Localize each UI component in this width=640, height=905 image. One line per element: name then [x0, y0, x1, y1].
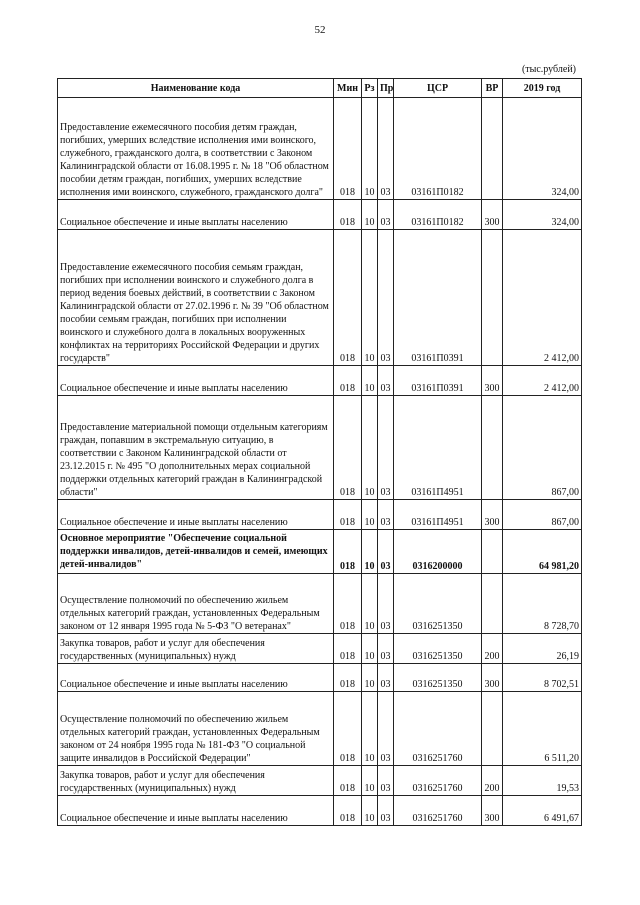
row-csr: 0316251760 — [394, 692, 482, 766]
row-vr: 200 — [482, 766, 503, 796]
row-min: 018 — [334, 766, 362, 796]
budget-table — [57, 78, 582, 826]
row-name: Закупка товаров, работ и услуг для обеспечения государственных (муниципальных) нужд — [58, 766, 334, 796]
table-row — [58, 98, 582, 200]
row-amount: 8 728,70 — [503, 574, 582, 634]
row-csr: 0316251760 — [394, 766, 482, 796]
row-vr: 200 — [482, 634, 503, 664]
row-name: Основное мероприятие "Обеспечение социальной поддержки инвалидов, детей-инвалидов и семей, имеющих детей-инвалидов" — [58, 530, 334, 574]
table-row — [58, 692, 582, 766]
row-name: Осуществление полномочий по обеспечению жильем отдельных категорий граждан, установленных Федеральным законом от 24 ноября 1995 года № 181-ФЗ "О социальной защите инвалидов в Российской Федерации" — [58, 692, 334, 766]
row-csr: 0316251760 — [394, 796, 482, 826]
row-min: 018 — [334, 366, 362, 396]
row-name: Социальное обеспечение и иные выплаты населению — [58, 796, 334, 826]
row-rz: 10 — [362, 692, 378, 766]
row-vr: 300 — [482, 500, 503, 530]
header-vr: ВР — [482, 79, 503, 98]
header-rz: Рз — [362, 79, 378, 98]
row-rz: 10 — [362, 366, 378, 396]
row-amount: 19,53 — [503, 766, 582, 796]
table-row — [58, 664, 582, 692]
row-name: Социальное обеспечение и иные выплаты населению — [58, 200, 334, 230]
table-row — [58, 500, 582, 530]
row-pr: 03 — [378, 200, 394, 230]
row-pr: 03 — [378, 766, 394, 796]
row-rz: 10 — [362, 634, 378, 664]
table-row — [58, 796, 582, 826]
table-row — [58, 766, 582, 796]
row-csr: 0316200000 — [394, 530, 482, 574]
header-min: Мин — [334, 79, 362, 98]
row-name: Социальное обеспечение и иные выплаты населению — [58, 664, 334, 692]
table-row — [58, 230, 582, 366]
row-rz: 10 — [362, 664, 378, 692]
row-vr — [482, 98, 503, 200]
row-csr: 03161П0391 — [394, 230, 482, 366]
row-rz: 10 — [362, 396, 378, 500]
row-pr: 03 — [378, 574, 394, 634]
row-csr: 03161П4951 — [394, 500, 482, 530]
row-csr: 03161П0182 — [394, 98, 482, 200]
row-min: 018 — [334, 98, 362, 200]
row-vr: 300 — [482, 366, 503, 396]
row-pr: 03 — [378, 98, 394, 200]
row-amount: 64 981,20 — [503, 530, 582, 574]
row-name: Осуществление полномочий по обеспечению жильем отдельных категорий граждан, установленных Федеральным законом от 12 января 1995 года № 5-ФЗ "О ветеранах" — [58, 574, 334, 634]
row-amount: 6 511,20 — [503, 692, 582, 766]
row-min: 018 — [334, 664, 362, 692]
row-min: 018 — [334, 634, 362, 664]
table-row — [58, 366, 582, 396]
row-min: 018 — [334, 500, 362, 530]
table-row — [58, 396, 582, 500]
row-vr: 300 — [482, 200, 503, 230]
row-pr: 03 — [378, 664, 394, 692]
row-min: 018 — [334, 692, 362, 766]
table-row-bold — [58, 530, 582, 574]
row-name: Социальное обеспечение и иные выплаты населению — [58, 500, 334, 530]
header-csr: ЦСР — [394, 79, 482, 98]
table-header-row — [58, 79, 582, 98]
row-pr: 03 — [378, 796, 394, 826]
row-amount: 26,19 — [503, 634, 582, 664]
row-min: 018 — [334, 230, 362, 366]
row-csr: 03161П0182 — [394, 200, 482, 230]
row-name: Предоставление материальной помощи отдельным категориям граждан, попавшим в экстремальную ситуацию, в соответствии с Законом Калининградской области от 23.12.2015 г. № 495 "О дополнительных мерах социальной поддержки отдельных категорий граждан в Калининградской области" — [58, 396, 334, 500]
row-min: 018 — [334, 396, 362, 500]
row-csr: 03161П4951 — [394, 396, 482, 500]
row-rz: 10 — [362, 796, 378, 826]
row-rz: 10 — [362, 530, 378, 574]
row-min: 018 — [334, 200, 362, 230]
row-vr — [482, 530, 503, 574]
row-amount: 324,00 — [503, 98, 582, 200]
header-pr: Пр — [378, 79, 394, 98]
header-name: Наименование кода — [58, 79, 334, 98]
table-row — [58, 634, 582, 664]
row-rz: 10 — [362, 574, 378, 634]
table-row — [58, 574, 582, 634]
row-pr: 03 — [378, 530, 394, 574]
row-min: 018 — [334, 530, 362, 574]
row-pr: 03 — [378, 396, 394, 500]
row-amount: 867,00 — [503, 500, 582, 530]
row-rz: 10 — [362, 766, 378, 796]
row-name: Социальное обеспечение и иные выплаты населению — [58, 366, 334, 396]
row-vr — [482, 396, 503, 500]
row-min: 018 — [334, 574, 362, 634]
row-vr — [482, 692, 503, 766]
page-number: 52 — [314, 24, 326, 36]
row-rz: 10 — [362, 98, 378, 200]
row-pr: 03 — [378, 634, 394, 664]
row-amount: 324,00 — [503, 200, 582, 230]
row-amount: 6 491,67 — [503, 796, 582, 826]
row-amount: 2 412,00 — [503, 366, 582, 396]
row-csr: 0316251350 — [394, 634, 482, 664]
row-rz: 10 — [362, 500, 378, 530]
row-pr: 03 — [378, 500, 394, 530]
row-vr: 300 — [482, 664, 503, 692]
row-pr: 03 — [378, 230, 394, 366]
row-name: Предоставление ежемесячного пособия детям граждан, погибших, умерших вследствие исполнения ими воинского, служебного, гражданского долга, в соответствии с Законом Калининградской области от 16.08.1995 г. № 18 "Об областном пособии детям граждан, погибших, умерших вследствие исполнения ими воинского, служебного, гражданского долга" — [58, 98, 334, 200]
units-label: (тыс.рублей) — [521, 64, 576, 75]
row-pr: 03 — [378, 366, 394, 396]
row-csr: 0316251350 — [394, 664, 482, 692]
header-year: 2019 год — [503, 79, 582, 98]
row-vr — [482, 574, 503, 634]
row-csr: 0316251350 — [394, 574, 482, 634]
row-vr: 300 — [482, 796, 503, 826]
row-amount: 867,00 — [503, 396, 582, 500]
row-min: 018 — [334, 796, 362, 826]
row-amount: 8 702,51 — [503, 664, 582, 692]
row-amount: 2 412,00 — [503, 230, 582, 366]
row-rz: 10 — [362, 200, 378, 230]
row-rz: 10 — [362, 230, 378, 366]
row-csr: 03161П0391 — [394, 366, 482, 396]
row-vr — [482, 230, 503, 366]
row-name: Предоставление ежемесячного пособия семьям граждан, погибших при исполнении воинского и служебного долга в период ведения боевых действий, в соответствии с Законом Калининградской области от 27.02.1996 г. № 39 "Об областном пособии семьям граждан, погибших при исполнении воинского и служебного долга в локальных вооруженных конфликтах на территориях Российской Федерации и других государств" — [58, 230, 334, 366]
row-name: Закупка товаров, работ и услуг для обеспечения государственных (муниципальных) нужд — [58, 634, 334, 664]
table-row — [58, 200, 582, 230]
row-pr: 03 — [378, 692, 394, 766]
